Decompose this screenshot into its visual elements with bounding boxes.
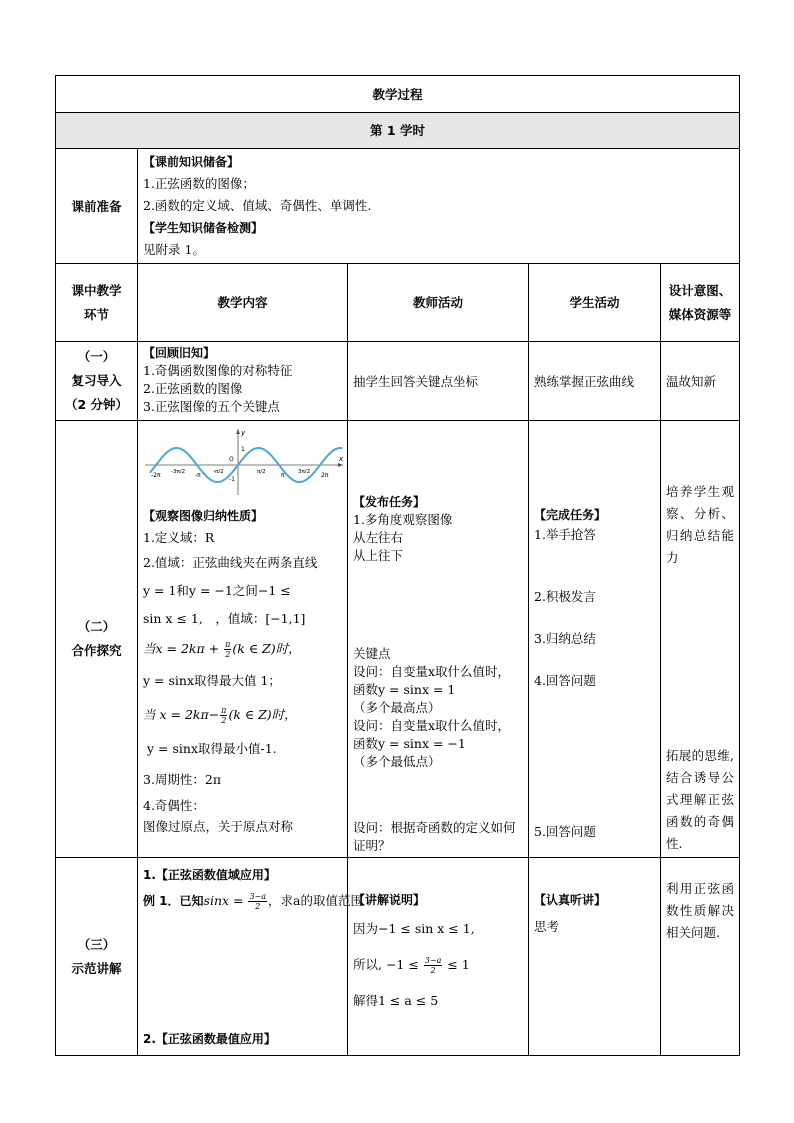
teacher-question-1-note: （多个最高点） (353, 700, 441, 715)
demo-teacher-heading: 【讲解说明】 (353, 893, 426, 907)
explore-period: 3.周期性：2π (143, 772, 222, 787)
period-row: 第 1 学时 (56, 113, 740, 149)
explore-domain: 1.定义域：R (143, 530, 215, 545)
teacher-task-3: 从上往下 (353, 548, 404, 563)
review-design: 温故知新 (661, 342, 740, 421)
demo-student-think: 思考 (534, 919, 560, 934)
graph-x-tick: -π (195, 472, 201, 479)
min-fraction-num: π (221, 706, 227, 715)
explore-range-3: sin x ≤ 1, ，值域：[−1,1] (143, 611, 306, 626)
explore-content (138, 421, 348, 858)
demo-example-1 (143, 886, 363, 916)
stage-review-name: 复习导入 (71, 373, 122, 388)
teacher-question-2-note: （多个最低点） (353, 754, 441, 769)
prep-content (138, 149, 740, 264)
graph-origin: O (229, 456, 234, 463)
review-item-2: 2.正弦函数的图像 (143, 381, 243, 396)
student-task-2: 2.积极发言 (534, 589, 596, 604)
example-fraction (248, 892, 267, 911)
explore-max-condition (143, 633, 342, 665)
explore-design (661, 421, 740, 858)
student-task-heading: 【完成任务】 (534, 508, 607, 522)
header-stage: 课中教学环节 (56, 264, 138, 342)
graph-x-tick: 2π (321, 472, 329, 479)
example-fraction-den: 2 (255, 902, 261, 911)
teacher-keypoints: 关键点 (353, 646, 391, 661)
graph-y-tick-1: 1 (241, 446, 245, 453)
example-fraction-num: 3−a (249, 892, 267, 901)
max-fraction (224, 640, 231, 659)
graph-x-tick: -π/2 (213, 469, 224, 475)
stage-review (56, 342, 138, 421)
demo-step-2-den: 2 (430, 966, 436, 975)
stage-explore (56, 421, 138, 858)
design-note-1: 培养学生观察、分析、归纳总结能力 (666, 484, 734, 565)
stage-explore-name: 合作探究 (71, 643, 122, 658)
prep-heading-2: 【学生知识储备检测】 (143, 221, 264, 235)
teacher-question-1: 设问：自变量x取什么值时， (353, 664, 511, 679)
max-fraction-num: π (225, 640, 231, 649)
example-label: 例 1．已知 (143, 894, 204, 908)
explore-parity-detail: 图像过原点，关于原点对称 (143, 819, 294, 834)
header-student: 学生活动 (529, 264, 661, 342)
max-expr-a: 当x = 2kπ + (143, 641, 224, 656)
min-fraction (220, 706, 227, 725)
prep-item-2: 2.函数的定义域、值域、奇偶性、单调性. (143, 198, 372, 213)
graph-x-tick: 3π/2 (298, 469, 311, 475)
graph-x-tick: π (281, 472, 285, 479)
explore-min-value: y = sinx取得最小值-1. (147, 741, 277, 756)
review-teacher: 抽学生回答关键点坐标 (348, 342, 529, 421)
teacher-task-2: 从左往右 (353, 530, 404, 545)
demo-student-heading: 【认真听讲】 (534, 893, 607, 907)
min-expr-a: 当 x = 2kπ− (143, 707, 220, 722)
min-expr-b: (k ∈ Z)时， (228, 707, 297, 722)
explore-range-2: y = 1和y = −1之间−1 ≤ (143, 583, 291, 598)
graph-x-label: x (339, 455, 344, 463)
explore-student (529, 421, 661, 858)
table-title: 教学过程 (56, 76, 740, 113)
graph-y-tick-neg1: -1 (229, 476, 235, 483)
prep-label: 课前准备 (56, 149, 138, 264)
stage-demo-name: 示范讲解 (71, 960, 122, 976)
demo-content (138, 858, 363, 1056)
graph-x-tick: π/2 (257, 469, 266, 475)
demo-step-2 (353, 944, 523, 986)
example-question: ，求a的取值范围 (268, 893, 363, 908)
explore-min-condition (143, 697, 342, 733)
review-content (138, 342, 348, 421)
design-note-2: 拓展的思维,结合诱导公式理解正弦函数的奇偶性. (666, 748, 734, 851)
review-heading: 【回顾旧知】 (143, 346, 216, 360)
student-task-3: 3.归纳总结 (534, 631, 596, 646)
demo-teacher (348, 858, 529, 1056)
demo-step-2-num: 3−a (424, 956, 442, 965)
review-item-1: 1.奇偶函数图像的对称特征 (143, 363, 293, 378)
prep-item-1: 1.正弦函数的图像； (143, 176, 255, 191)
teacher-question-3: 设问：根据奇函数的定义如何证明？ (353, 820, 516, 853)
teacher-question-2-func: 函数y = sinx = −1 (353, 736, 466, 751)
stage-demo (56, 858, 138, 1056)
demo-step-2-fraction (424, 956, 443, 975)
prep-item-3: 见附录 1。 (143, 242, 205, 257)
demo-student (529, 858, 661, 1056)
header-content: 教学内容 (138, 264, 348, 342)
explore-teacher (348, 421, 529, 858)
teaching-process-table (55, 75, 740, 1056)
demo-step-2-b: ≤ 1 (443, 957, 470, 972)
demo-step-2-a: 所以, −1 ≤ (353, 957, 423, 972)
demo-step-1: 因为−1 ≤ sin x ≤ 1, (353, 921, 475, 936)
stage-demo-number: （三） (77, 936, 116, 952)
teacher-question-2: 设问：自变量x取什么值时， (353, 718, 511, 733)
sine-graph (143, 427, 345, 497)
min-fraction-den: 2 (221, 716, 227, 725)
example-expr: sinx = (203, 893, 248, 908)
teacher-task-1: 1.多角度观察图像 (353, 512, 453, 527)
student-task-1: 1.举手抢答 (534, 527, 596, 542)
graph-x-tick: -3π/2 (171, 469, 186, 475)
graph-y-label: y (241, 429, 246, 437)
review-item-3: 3.正弦图像的五个关键点 (143, 399, 280, 414)
max-expr-b: (k ∈ Z)时， (232, 641, 301, 656)
student-task-4: 4.回答问题 (534, 673, 596, 688)
explore-max-value: y = sinx取得最大值 1； (143, 673, 281, 688)
prep-heading-1: 【课前知识储备】 (143, 155, 240, 169)
stage-review-number: （一） (77, 349, 116, 364)
demo-step-3: 解得1 ≤ a ≤ 5 (353, 993, 439, 1008)
demo-design: 利用正弦函数性质解决相关问题. (661, 858, 740, 1056)
graph-x-tick: -2π (151, 472, 161, 479)
max-fraction-den: 2 (225, 650, 231, 659)
teacher-question-1-func: 函数y = sinx = 1 (353, 682, 456, 697)
explore-heading: 【观察图像归纳性质】 (143, 509, 264, 523)
student-task-5: 5.回答问题 (534, 824, 596, 839)
header-design: 设计意图、媒体资源等 (661, 264, 740, 342)
explore-parity: 4.奇偶性： (143, 798, 205, 813)
review-student: 熟练掌握正弦曲线 (529, 342, 661, 421)
demo-heading-2: 2.【正弦函数最值应用】 (143, 1032, 276, 1046)
header-teacher: 教师活动 (348, 264, 529, 342)
teacher-task-heading: 【发布任务】 (353, 495, 426, 509)
stage-review-duration: （2 分钟） (64, 397, 129, 412)
explore-range-1: 2.值域：正弦曲线夹在两条直线 (143, 555, 318, 570)
stage-explore-number: （二） (77, 619, 116, 634)
demo-heading-1: 1.【正弦函数值域应用】 (143, 868, 276, 882)
